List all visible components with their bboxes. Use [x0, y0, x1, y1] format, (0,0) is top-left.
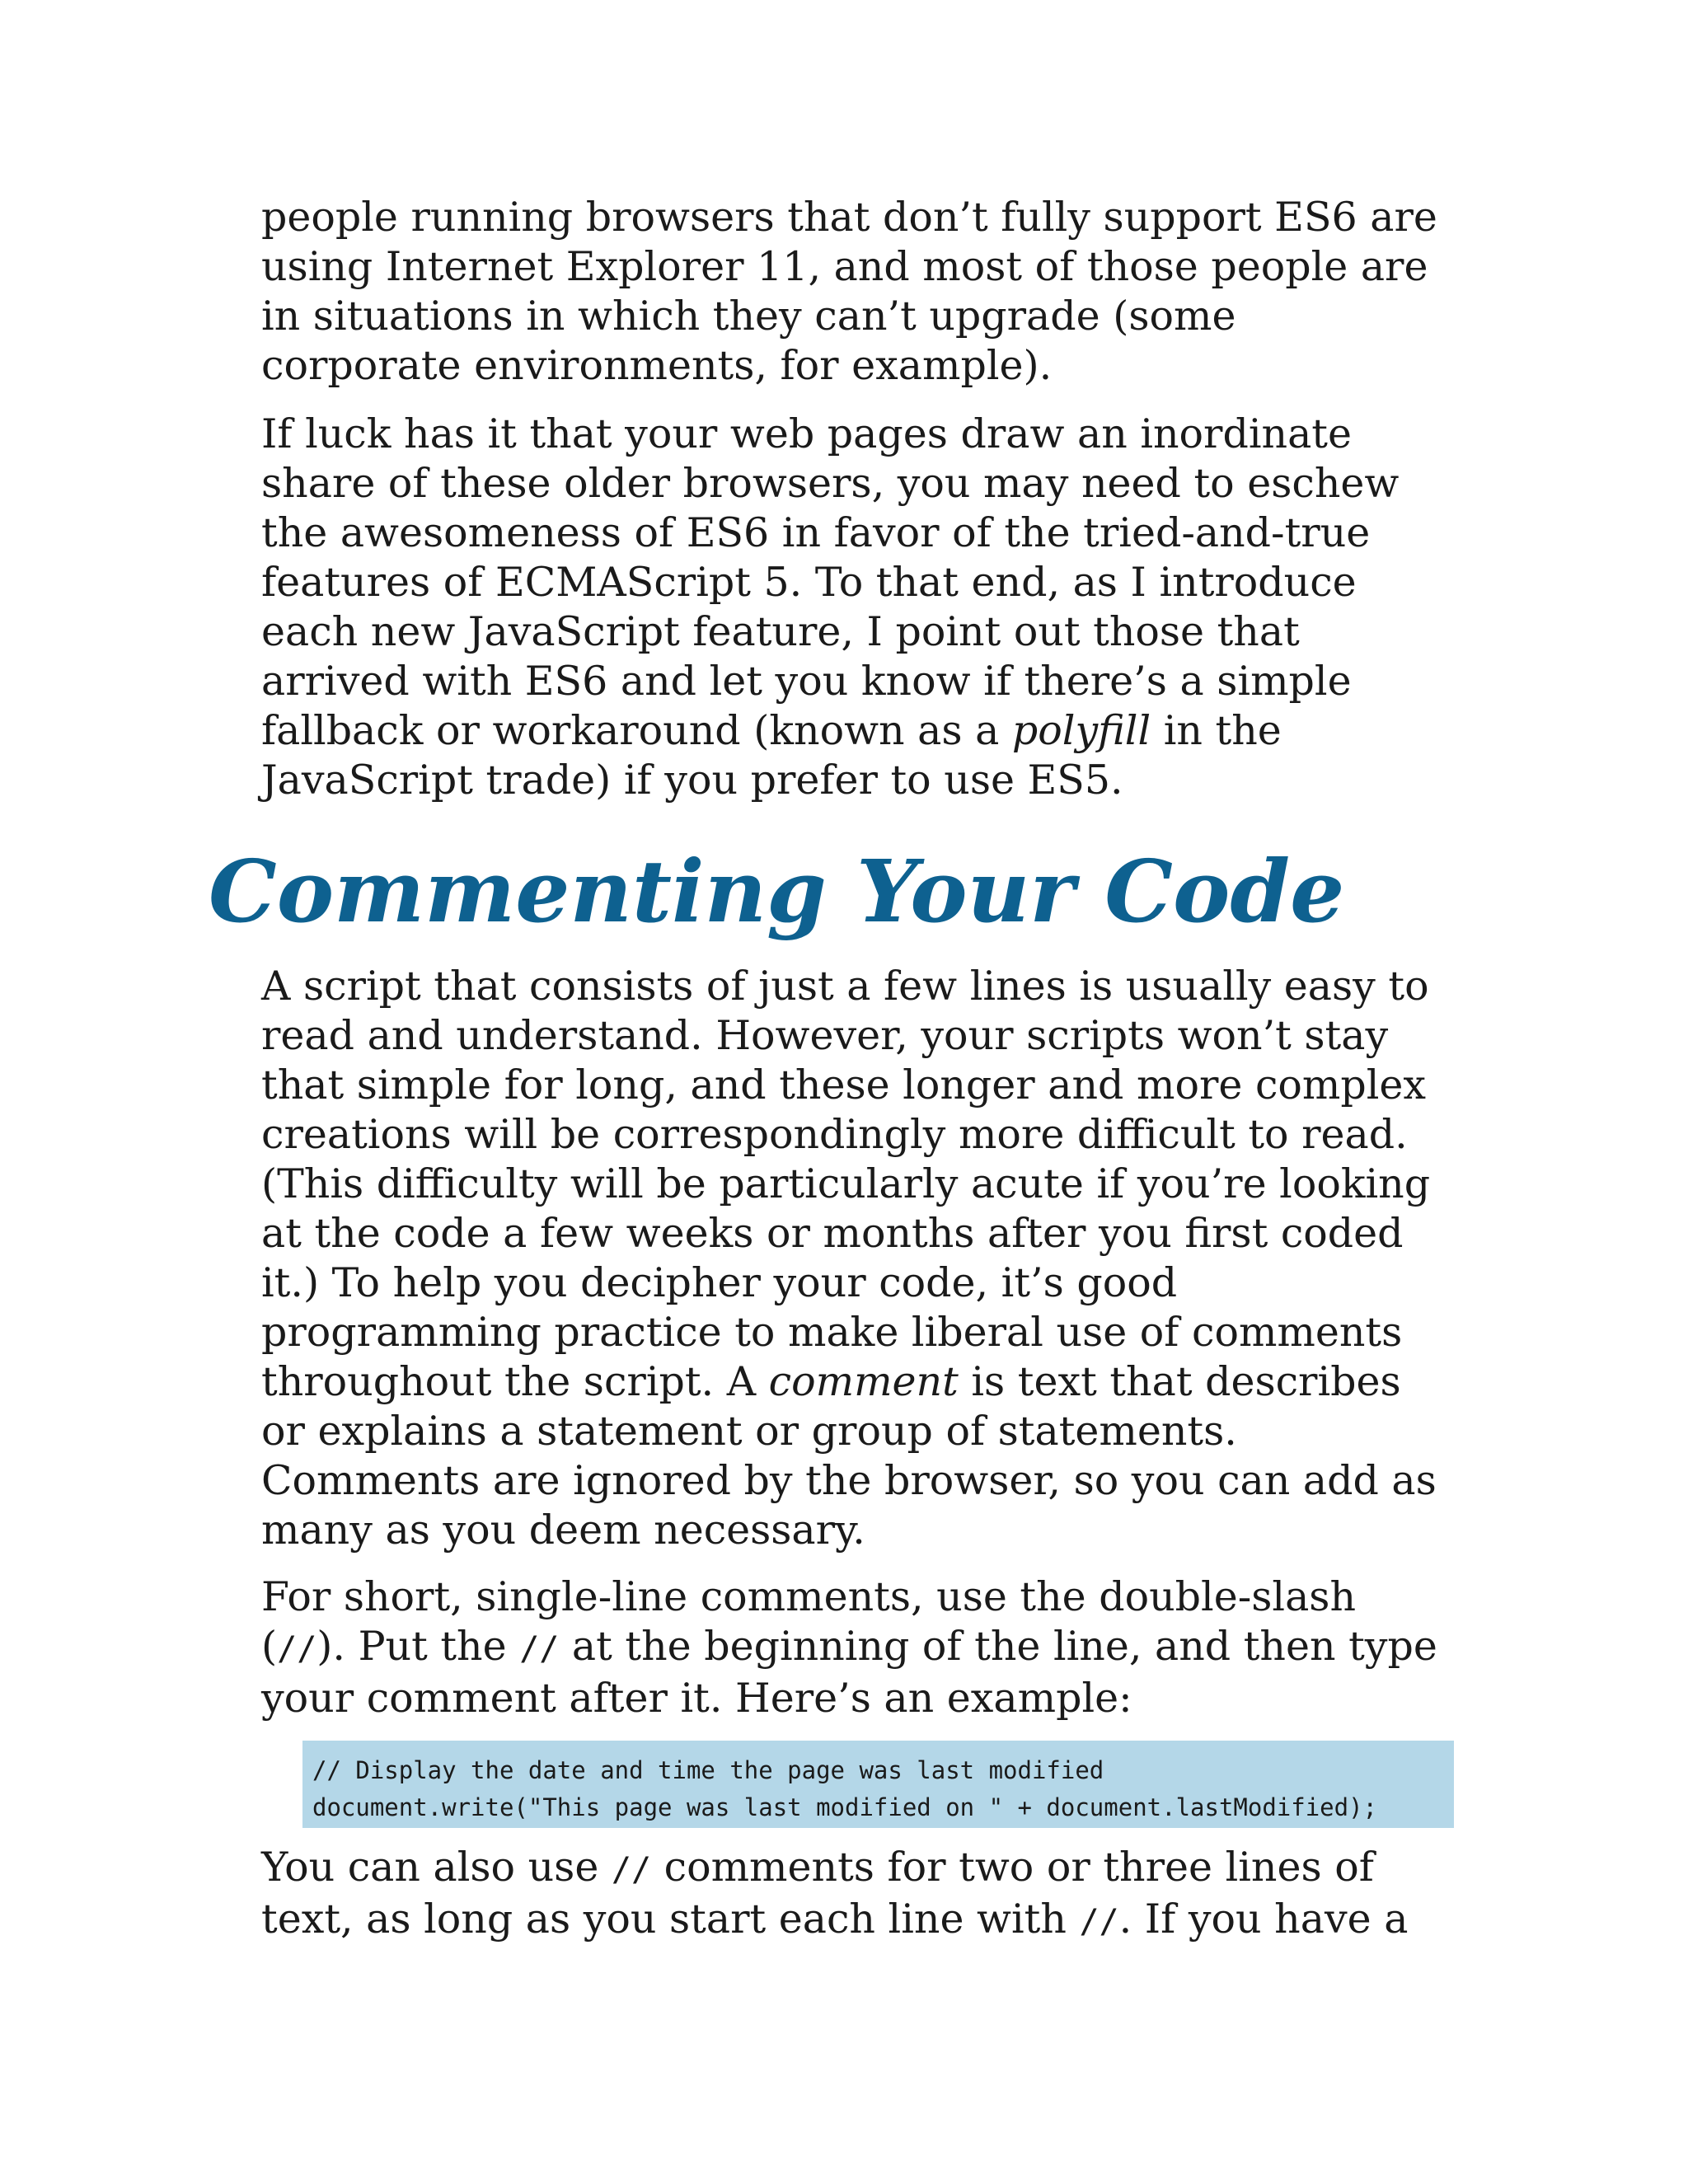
code-line: // Display the date and time the page was last modified — [312, 1756, 1104, 1784]
paragraph-older-browsers — [261, 410, 1465, 805]
inline-code: // — [519, 1630, 560, 1668]
paragraph-text: in the JavaScript trade) if you prefer to use ES5. — [261, 707, 1282, 804]
paragraph-double-slash — [261, 1572, 1465, 1723]
section-heading: Commenting Your Code — [209, 841, 1345, 942]
code-line: document.write("This page was last modified on " + document.lastModified); — [312, 1793, 1378, 1821]
paragraph-text: is text that describes or explains a statement or group of statements. Comments are ignored by the browser, so you can add as many as you deem necessary. — [261, 1358, 1437, 1554]
paragraph-comments-intro — [261, 962, 1465, 1555]
inline-code: // — [1079, 1903, 1119, 1941]
paragraph-text: For short, single-line comments, use the double-slash ( — [261, 1573, 1357, 1670]
code-example — [302, 1741, 1454, 1828]
inline-code: // — [277, 1630, 317, 1668]
paragraph-es6-browsers: people running browsers that don’t fully support ES6 are using Internet Explorer 11, and most of those people are in situations in which they can’t upgrade (some corporate environments, for example). — [261, 194, 1437, 389]
term-comment: comment — [768, 1358, 959, 1405]
paragraph-text: comments for two or three lines of text, as long as you start each line with — [261, 1844, 1374, 1943]
paragraph-text: ). Put the — [316, 1623, 520, 1670]
paragraph-text: at the beginning of the line, and then type your comment after it. Here’s an example: — [261, 1623, 1437, 1722]
term-polyfill: polyfill — [1011, 707, 1151, 754]
paragraph-text: You can also use — [261, 1844, 612, 1891]
inline-code: // — [611, 1851, 652, 1889]
paragraph-text: If luck has it that your web pages draw an inordinate share of these older browsers, you may need to eschew the awesomeness of ES6 in favor of the tried-and-true features of ECMAScript 5. To that end, as I introduce each new JavaScript feature, I point out those that arrived with ES6 and let you know if there’s a simple fallback or workaround (known as a — [261, 410, 1400, 754]
paragraph-multiline-comments — [261, 1843, 1465, 1947]
paragraph-text: . If you have a — [1118, 1896, 1409, 1943]
paragraph-text: A script that consists of just a few lines is usually easy to read and understand. However, your scripts won’t stay that simple for long, and these longer and more complex creations will be correspondingly more difficult to read. (This difficulty will be particularly acute if you’re looking at the code a few weeks or months after you first coded it.) To help you decipher your code, it’s good programming practice to make liberal use of comments throughout the script. A — [261, 963, 1431, 1405]
